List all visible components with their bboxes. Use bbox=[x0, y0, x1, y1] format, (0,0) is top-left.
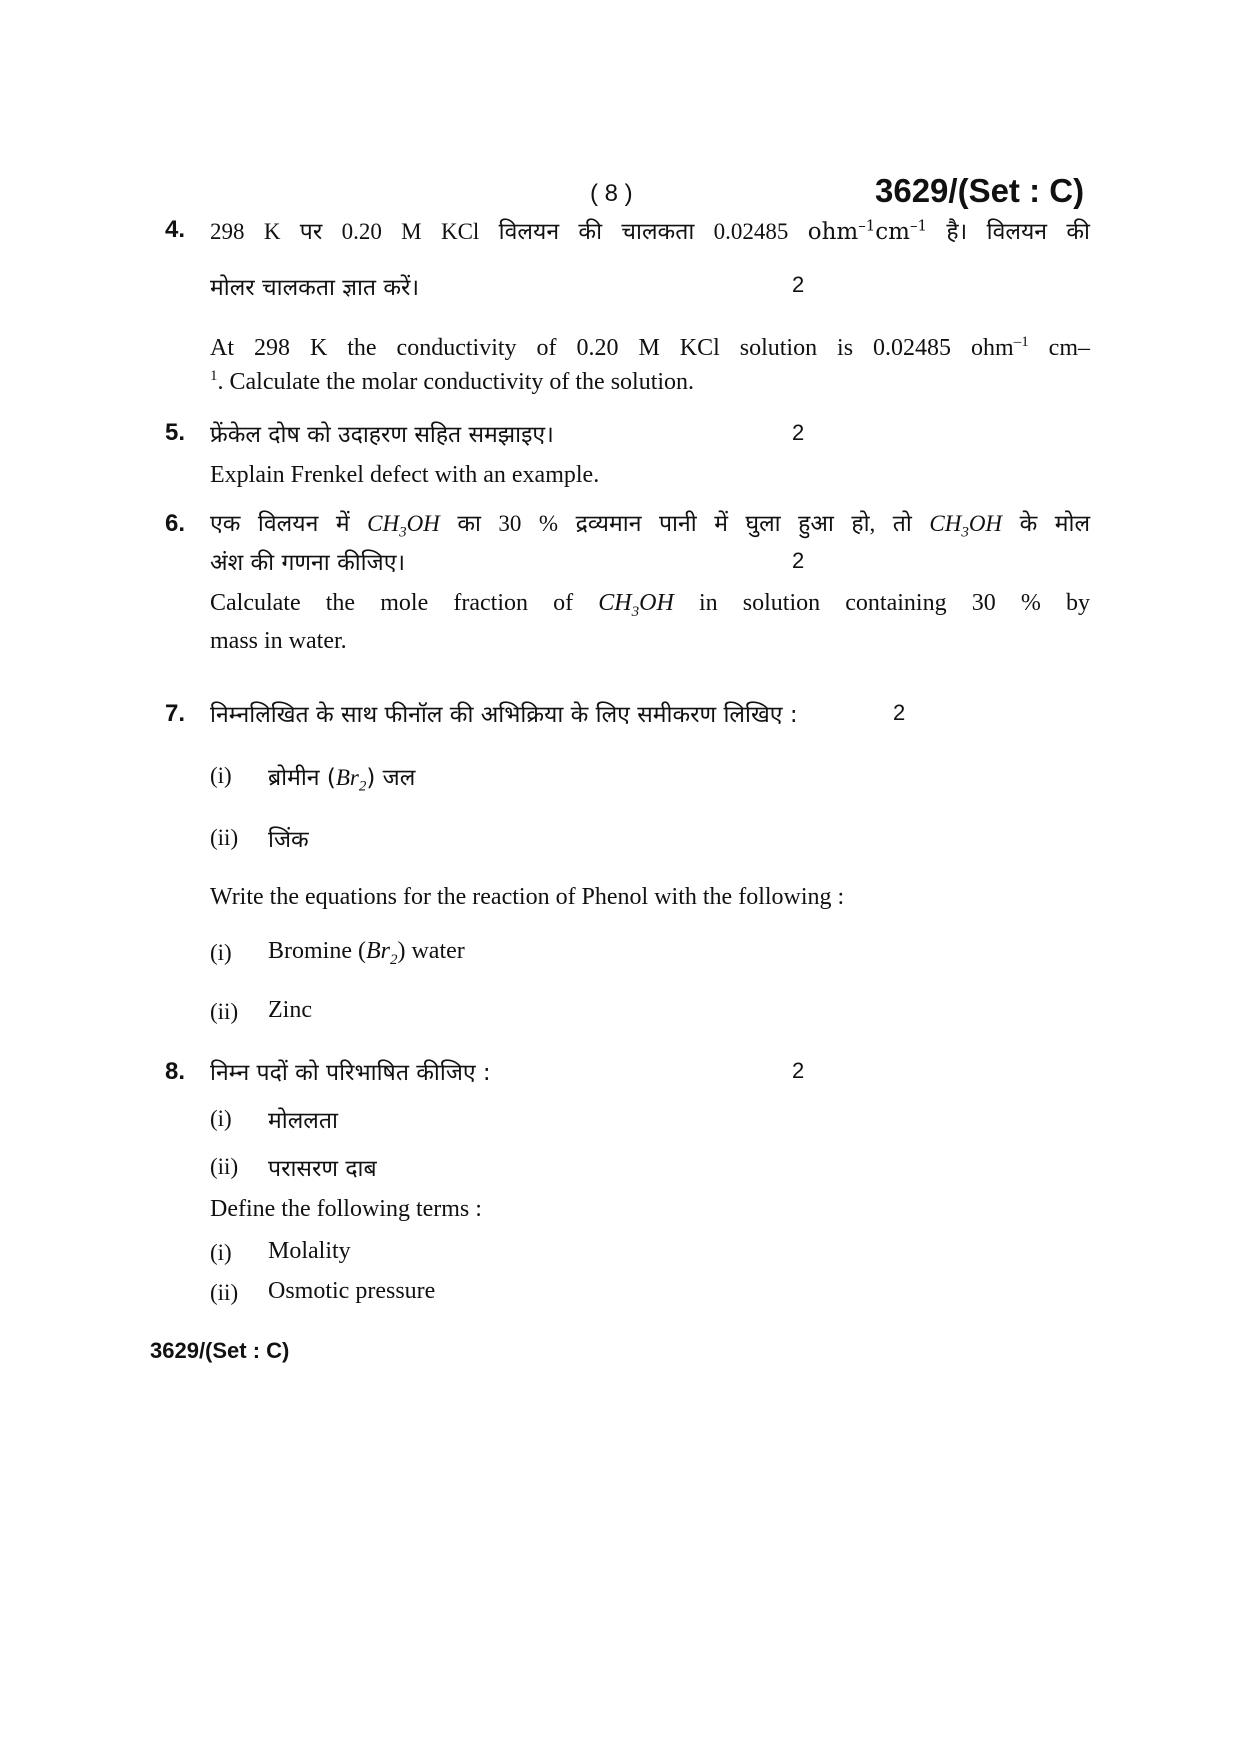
q8-hindi-item-molality: मोललता bbox=[268, 1108, 338, 1134]
question-number: 7. bbox=[165, 700, 186, 727]
q6-hindi-text-a: एक विलयन में bbox=[210, 511, 350, 536]
q7-english-item-bromine bbox=[268, 938, 465, 969]
question-6-english-line2: mass in water. bbox=[210, 628, 347, 654]
q7-english-formula-br2 bbox=[365, 938, 398, 968]
q7-english-item-label: (i) bbox=[210, 940, 232, 965]
q8-english-item-label: (i) bbox=[210, 1240, 232, 1265]
q6-formula-ch: CH bbox=[367, 511, 400, 536]
question-8-marks: 2 bbox=[792, 1058, 805, 1083]
q7-formula-br: Br bbox=[365, 938, 390, 964]
q4-unit-sup-b: –1 bbox=[909, 216, 927, 235]
q6-hindi-text-c: के मोल bbox=[1019, 511, 1091, 536]
paper-code-footer: 3629/(Set : C) bbox=[150, 1338, 290, 1363]
question-5-english: Explain Frenkel defect with an example. bbox=[210, 462, 600, 488]
question-6-hindi-line2: अंश की गणना कीजिए। bbox=[210, 550, 406, 576]
q7-formula-br2 bbox=[335, 765, 367, 795]
q7-formula-br: Br bbox=[335, 765, 359, 790]
question-8-hindi: निम्न पदों को परिभाषित कीजिए : bbox=[210, 1060, 491, 1086]
q7-hindi-item-label: (i) bbox=[210, 763, 232, 788]
q6-hindi-text-b: का 30 % द्रव्यमान पानी में घुला हुआ हो, तो bbox=[457, 511, 912, 536]
q6-formula-ch: CH bbox=[598, 590, 632, 616]
q8-english-item-osmotic-pressure: Osmotic pressure bbox=[268, 1278, 436, 1304]
question-4-hindi-line1 bbox=[210, 214, 1090, 246]
q8-hindi-item-label: (ii) bbox=[210, 1154, 239, 1179]
question-4-english-line1 bbox=[210, 334, 1090, 362]
q4-hindi-text-a: 298 K पर 0.20 M KCl विलयन की चालकता 0.02485 bbox=[210, 219, 789, 244]
question-number: 8. bbox=[165, 1058, 186, 1085]
paper-code-header: 3629/(Set : C) bbox=[875, 172, 1085, 209]
q8-english-item-molality: Molality bbox=[268, 1238, 351, 1264]
q7-hindi-item-text-a: ब्रोमीन ( bbox=[268, 765, 336, 791]
question-6-hindi-line1 bbox=[210, 506, 1090, 542]
question-7-hindi: निम्नलिखित के साथ फीनॉल की अभिक्रिया के लिए समीकरण लिखिए : bbox=[210, 702, 798, 728]
q4-unit-ohm: ohm bbox=[807, 219, 859, 245]
q6-formula-sub: 3 bbox=[399, 524, 407, 541]
q6-english-text-a: Calculate the mole fraction of bbox=[210, 590, 574, 616]
question-number: 6. bbox=[165, 510, 186, 537]
page-number: ( 8 ) bbox=[590, 180, 633, 207]
q4-english-text-b: cm– bbox=[1028, 335, 1090, 361]
q6-formula-oh: OH bbox=[968, 511, 1003, 536]
q6-formula bbox=[367, 511, 440, 541]
q4-unit bbox=[807, 216, 927, 245]
q6-english-formula bbox=[598, 590, 674, 620]
question-8-english: Define the following terms : bbox=[210, 1196, 482, 1222]
q4-english-text-c: . Calculate the molar conductivity of the solution. bbox=[217, 369, 695, 395]
q7-english-item-text-a: Bromine ( bbox=[268, 938, 366, 964]
q7-formula-sub: 2 bbox=[358, 778, 367, 795]
q7-english-item-text-b: ) water bbox=[397, 938, 465, 964]
question-number: 5. bbox=[165, 419, 186, 446]
q6-formula-sub: 3 bbox=[631, 603, 640, 620]
question-6-english-line1 bbox=[210, 590, 1090, 621]
q6-formula-oh: OH bbox=[406, 511, 440, 536]
question-4-marks: 2 bbox=[792, 272, 805, 297]
q6-english-text-b: in solution containing 30 % by bbox=[698, 590, 1091, 616]
q8-hindi-item-osmotic-pressure: परासरण दाब bbox=[268, 1156, 377, 1182]
q7-formula-sub: 2 bbox=[389, 951, 398, 968]
q6-formula-sub: 3 bbox=[961, 524, 969, 541]
q6-formula-ch: CH bbox=[929, 511, 962, 536]
question-6-marks: 2 bbox=[792, 548, 805, 573]
q7-hindi-item-bromine bbox=[268, 760, 415, 796]
question-7-marks: 2 bbox=[893, 700, 906, 725]
q8-english-item-label: (ii) bbox=[210, 1280, 239, 1305]
q4-english-sup-2: 1 bbox=[210, 368, 218, 384]
question-4-english-line2 bbox=[210, 368, 694, 396]
q7-english-item-label: (ii) bbox=[210, 999, 239, 1024]
q7-english-item-zinc: Zinc bbox=[268, 997, 312, 1023]
q8-hindi-item-label: (i) bbox=[210, 1106, 232, 1131]
q7-hindi-item-zinc: जिंक bbox=[268, 827, 309, 853]
question-number: 4. bbox=[165, 216, 186, 243]
q7-hindi-item-text-b: ) जल bbox=[366, 765, 416, 791]
question-4-hindi-line2: मोलर चालकता ज्ञात करें। bbox=[210, 275, 420, 301]
question-5-marks: 2 bbox=[792, 420, 805, 445]
q7-hindi-item-label: (ii) bbox=[210, 825, 239, 850]
q4-english-sup: –1 bbox=[1013, 334, 1029, 350]
q4-unit-cm: cm bbox=[875, 219, 910, 245]
q6-formula-repeat bbox=[929, 511, 1003, 541]
q6-formula-oh: OH bbox=[639, 590, 674, 616]
q4-hindi-text-b: है। विलयन की bbox=[946, 219, 1091, 244]
question-7-english: Write the equations for the reaction of Phenol with the following : bbox=[210, 884, 845, 910]
q4-unit-sup-a: –1 bbox=[858, 216, 876, 235]
q4-english-text-a: At 298 K the conductivity of 0.20 M KCl solution is 0.02485 ohm bbox=[210, 335, 1014, 361]
question-5-hindi: फ्रेंकेल दोष को उदाहरण सहित समझाइए। bbox=[210, 422, 554, 448]
